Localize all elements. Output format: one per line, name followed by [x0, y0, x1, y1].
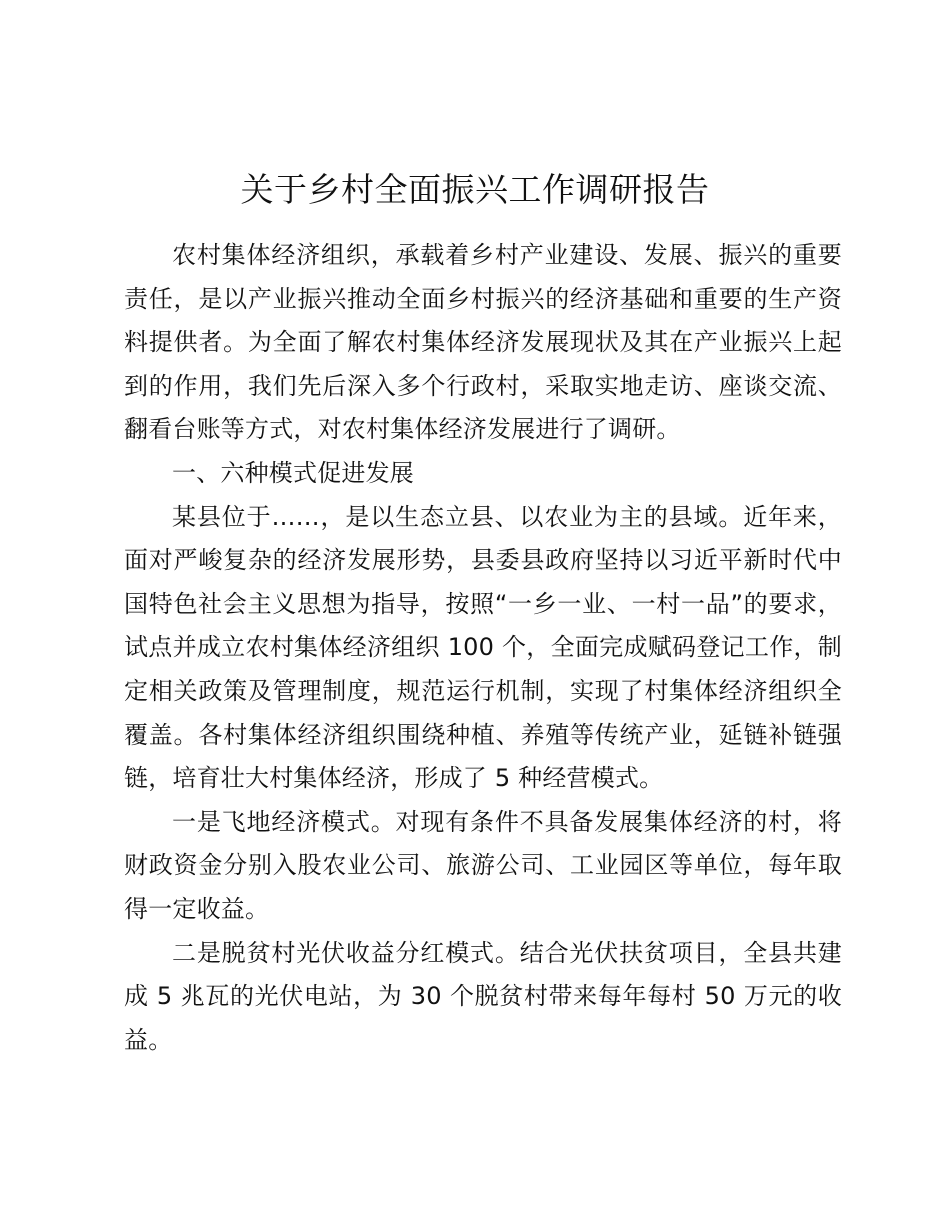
paragraph-mode-2: 二是脱贫村光伏收益分红模式。结合光伏扶贫项目，全县共建成 5 兆瓦的光伏电站，为 30 个脱贫村带来每年每村 50 万元的收益。 — [124, 938, 842, 1054]
document-title: 关于乡村全面振兴工作调研报告 — [240, 170, 710, 209]
section-heading-1: 一、六种模式促进发展 — [172, 458, 414, 487]
document-body — [124, 234, 842, 1062]
paragraph-mode-1: 一是飞地经济模式。对现有条件不具备发展集体经济的村，将财政资金分别入股农业公司、旅游公司、工业园区等单位，每年取得一定收益。 — [124, 807, 842, 923]
paragraph-intro: 农村集体经济组织，承载着乡村产业建设、发展、振兴的重要责任，是以产业振兴推动全面乡村振兴的经济基础和重要的生产资料提供者。为全面了解农村集体经济发展现状及其在产业振兴上起到的作用，我们先后深入多个行政村，采取实地走访、座谈交流、翻看台账等方式，对农村集体经济发展进行了调研。 — [124, 241, 842, 444]
paragraph-county-overview: 某县位于……，是以生态立县、以农业为主的县域。近年来，面对严峻复杂的经济发展形势，县委县政府坚持以习近平新时代中国特色社会主义思想为指导，按照“一乡一业、一村一品”的要求，试点并成立农村集体经济组织 100 个，全面完成赋码登记工作，制定相关政策及管理制度，规范运行机制，实现了村集体经济组织全覆盖。各村集体经济组织围绕种植、养殖等传统产业，延链补链强链，培育壮大村集体经济，形成了 5 种经营模式。 — [124, 502, 842, 793]
